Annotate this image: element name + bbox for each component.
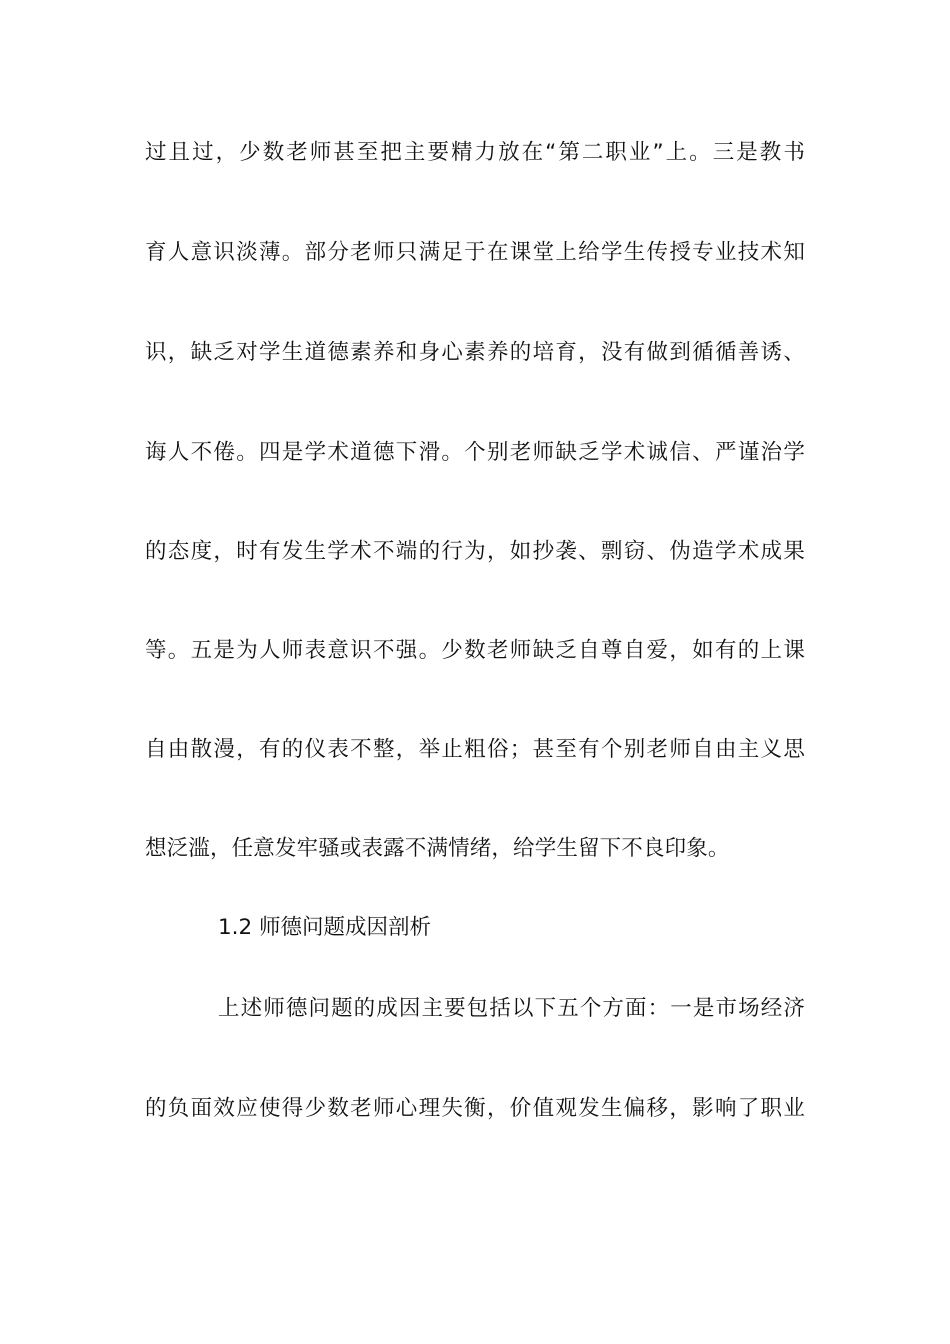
text-line: 育人意识淡薄。部分老师只满足于在课堂上给学生传授专业技术知 [145,240,805,265]
text-line: 自由散漫，有的仪表不整，举止粗俗；甚至有个别老师自由主义思 [145,737,805,762]
section-heading: 1.2 师德问题成因剖析 [218,915,432,940]
text-line: 过且过，少数老师甚至把主要精力放在“第二职业”上。三是教书 [145,140,805,165]
text-line: 的态度，时有发生学术不端的行为，如抄袭、剽窃、伪造学术成果 [145,539,805,564]
text-line: 的负面效应使得少数老师心理失衡，价值观发生偏移，影响了职业 [145,1096,805,1121]
text-line: 等。五是为人师表意识不强。少数老师缺乏自尊自爱，如有的上课 [145,638,805,663]
text-line: 诲人不倦。四是学术道德下滑。个别老师缺乏学术诚信、严谨治学 [145,440,805,465]
text-line: 上述师德问题的成因主要包括以下五个方面：一是市场经济 [218,996,805,1021]
text-line: 识，缺乏对学生道德素养和身心素养的培育，没有做到循循善诱、 [145,340,805,365]
text-line: 想泛滥，任意发牢骚或表露不满情绪，给学生留下不良印象。 [145,836,730,861]
